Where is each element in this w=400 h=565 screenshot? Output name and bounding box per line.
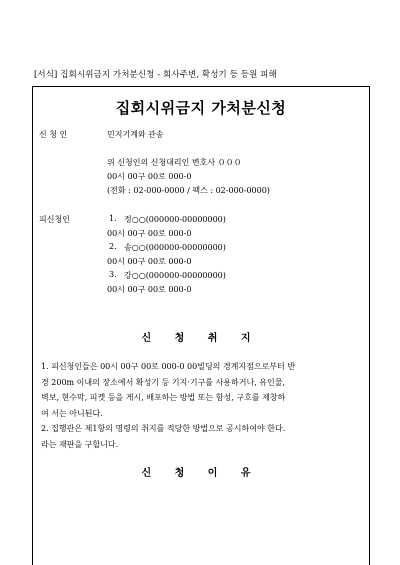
respondent-number: 3.: [109, 270, 117, 279]
respondent-name: 강○○(000000-00000000): [124, 271, 226, 280]
purpose-text: [41, 359, 363, 452]
document-title: 집회시위금지 가처분신청: [115, 99, 287, 117]
purpose-line: 벽보, 현수막, 피켓 등을 게시, 배포하는 방법 또는 함성, 구호를 제창하: [41, 393, 286, 402]
form-caption: [서식] 집회시위금지 가처분신청 - 회사주변, 확성기 등 등원 피해: [34, 70, 277, 80]
purpose-heading: 신 청 취 지: [141, 333, 261, 344]
purpose-line: 2. 집행관은 제1항의 명령의 취지를 적당한 방법으로 공시하여야 한다.: [41, 424, 286, 433]
respondent-name: 정○○(000000-00000000): [124, 215, 226, 224]
reason-heading: 신 청 이 유: [141, 468, 261, 479]
applicant-contact: (전화 : 02-000-0000 / 팩스 : 02-000-0000): [107, 186, 270, 195]
purpose-line: 여 서는 아니된다.: [41, 408, 103, 418]
purpose-line: 라는 재판을 구합니다.: [41, 439, 119, 449]
purpose-line: 경 200m 이내의 장소에서 확성기 등 기지·기구를 사용하거나, 유인물,: [41, 377, 286, 387]
respondent-address: 00시 00구 00로 000-0: [107, 285, 192, 294]
respondent-name: 송○○(000000-00000000): [124, 243, 226, 252]
applicant-representative: 위 신청인의 신청대리인 변호사 ０００: [107, 158, 242, 167]
respondent-address: 00시 00구 00로 000-0: [107, 257, 192, 266]
respondents-label: 피신청인: [39, 215, 70, 224]
respondent-address: 00시 00구 00로 000-0: [107, 229, 192, 238]
applicant-label: 신 청 인: [39, 130, 68, 139]
document-frame: [32, 86, 370, 565]
purpose-line: 1. 피신청인들은 00시 00구 00로 000-0 00빌딩의 경계지점으로부터 반: [41, 362, 296, 371]
applicant-address: 00시 00구 00로 000-0: [107, 172, 192, 181]
respondent-number: 1.: [109, 214, 117, 223]
respondent-number: 2.: [109, 242, 117, 251]
applicant-name: 민지기계와 관송: [107, 130, 164, 139]
